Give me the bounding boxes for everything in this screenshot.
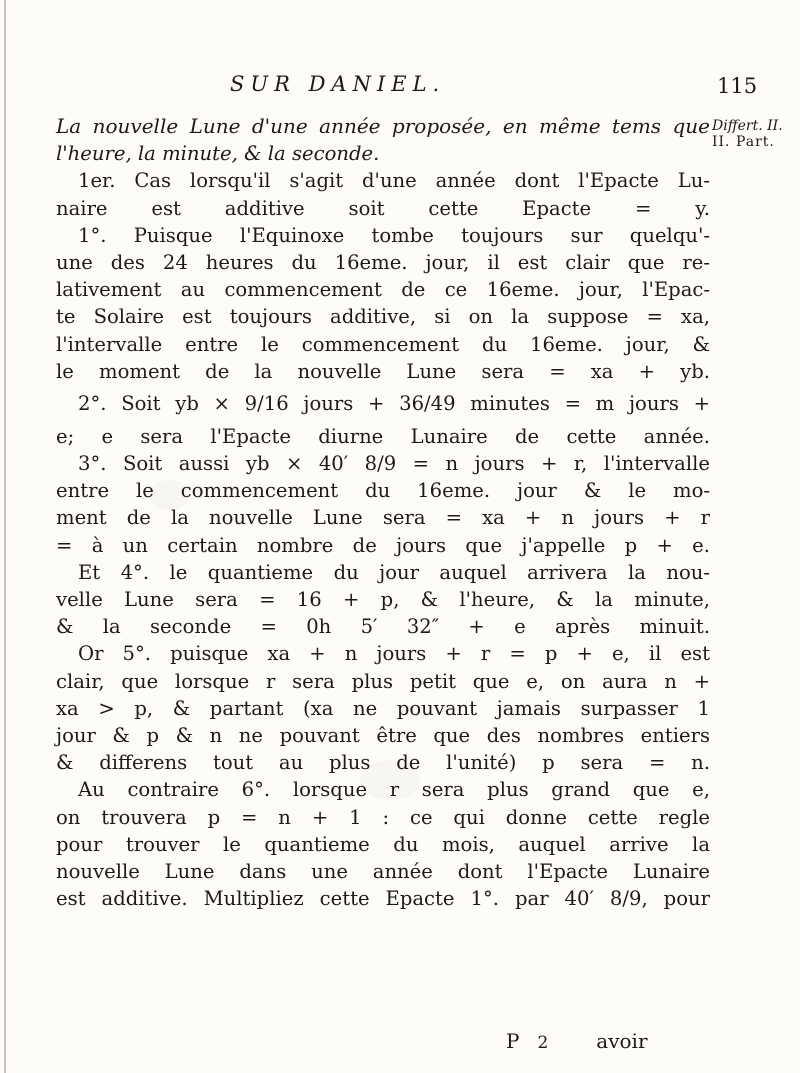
- text-line: entre le commencement du 16eme. jour & le mo-: [56, 479, 710, 503]
- text-line: pour trouver le quantieme du mois, auquel arrive la: [56, 832, 710, 856]
- text-line: Au contraire 6°. lorsque r sera plus grand que e,: [78, 778, 710, 802]
- text-line: naire est additive soit cette Epacte = y.: [56, 196, 710, 220]
- margin-note-dissertation: Differt. II.: [712, 118, 783, 134]
- text-line: 3°. Soit aussi yb × 40′ 8/9 = n jours + r, l'intervalle: [78, 452, 710, 476]
- text-line: ment de la nouvelle Lune sera = xa + n jours + r: [56, 506, 710, 530]
- section-title-line: La nouvelle Lune d'une année proposée, en même tems que: [56, 114, 710, 138]
- text-line: 1er. Cas lorsqu'il s'agit d'une année dont l'Epacte Lu-: [78, 169, 710, 193]
- formula-line: 2°. Soit yb × 9/16 jours + 36/49 minutes = m jours +: [78, 391, 710, 415]
- margin-note: [712, 118, 800, 150]
- text-line: une des 24 heures du 16eme. jour, il est clair que re-: [56, 250, 710, 274]
- text-line: l'intervalle entre le commencement du 16eme. jour, &: [56, 332, 710, 356]
- signature-number: 2: [537, 1033, 549, 1053]
- text-line: est additive. Multipliez cette Epacte 1°. par 40′ 8/9, pour: [56, 887, 710, 911]
- text-line: le moment de la nouvelle Lune sera = xa + yb.: [56, 359, 710, 383]
- text-line: e; e sera l'Epacte diurne Lunaire de cette année.: [56, 424, 710, 448]
- text-line: clair, que lorsque r sera plus petit que e, on aura n +: [56, 669, 710, 693]
- signature-mark: P: [506, 1029, 520, 1053]
- text-line: & la seconde = 0h 5′ 32″ + e après minuit.: [56, 615, 710, 639]
- page-number: 115: [717, 74, 758, 98]
- text-line: te Solaire est toujours additive, si on la suppose = xa,: [56, 305, 710, 329]
- text-line: & differens tout au plus de l'unité) p sera = n.: [56, 751, 710, 775]
- text-line: Or 5°. puisque xa + n jours + r = p + e, il est: [78, 642, 710, 666]
- running-head: SUR DANIEL.: [230, 72, 446, 96]
- text-line: xa > p, & partant (xa ne pouvant jamais surpasser 1: [56, 696, 710, 720]
- text-line: velle Lune sera = 16 + p, & l'heure, & la minute,: [56, 588, 710, 611]
- text-line: = à un certain nombre de jours que j'appelle p + e.: [56, 533, 710, 557]
- margin-note-part: II. Part.: [712, 134, 775, 150]
- catchword: avoir: [596, 1029, 648, 1053]
- text-line: nouvelle Lune dans une année dont l'Epacte Lunaire: [56, 859, 710, 883]
- text-line: jour & p & n ne pouvant être que des nombres entiers: [56, 723, 710, 747]
- text-line: 1°. Puisque l'Equinoxe tombe toujours sur quelqu'-: [78, 223, 710, 247]
- body-text: [56, 113, 710, 912]
- section-title-line: l'heure, la minute, & la seconde.: [56, 142, 380, 166]
- text-line: lativement au commencement de ce 16eme. jour, l'Epac-: [56, 278, 710, 302]
- page-edge-shadow: [4, 0, 6, 1073]
- page-footer: [506, 1029, 648, 1053]
- text-line: on trouvera p = n + 1 : ce qui donne cette regle: [56, 805, 710, 829]
- text-line: Et 4°. le quantieme du jour auquel arrivera la nou-: [78, 560, 710, 584]
